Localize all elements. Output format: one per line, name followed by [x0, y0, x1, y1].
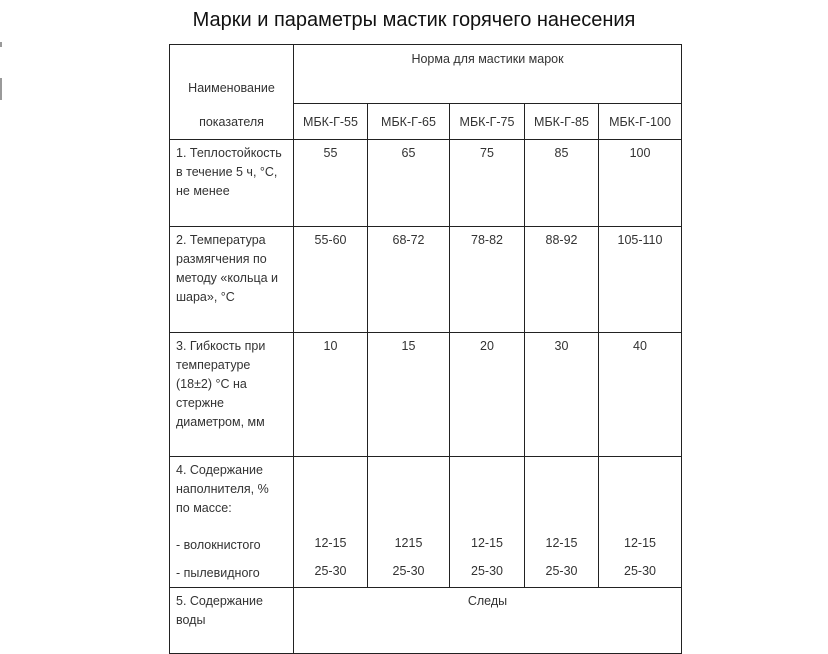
indicator-line: в течение 5 ч, °С, — [176, 165, 278, 179]
edge-mark — [0, 78, 2, 100]
value-cell: 40 — [599, 333, 682, 457]
header-indicator — [170, 45, 294, 140]
value-cell: 65 — [368, 140, 450, 227]
value-cell: 55-60 — [294, 227, 368, 333]
value-line: 1215 — [394, 536, 423, 550]
header-brand: МБК-Г-100 — [599, 104, 682, 140]
indicator-cell — [170, 227, 294, 333]
value-cell: 10 — [294, 333, 368, 457]
merged-value-cell: Следы — [294, 588, 682, 654]
value-cell — [525, 457, 599, 588]
value-cell: 20 — [450, 333, 525, 457]
indicator-line: (18±2) °С на — [176, 377, 247, 391]
header-brand: МБК-Г-85 — [525, 104, 599, 140]
indicator-line: воды — [176, 613, 206, 627]
page-title: Марки и параметры мастик горячего нанесения — [192, 9, 636, 31]
indicator-line: по массе: — [176, 501, 232, 515]
table-row — [170, 588, 682, 654]
indicator-line: не менее — [176, 184, 230, 198]
indicator-line: методу «кольца и — [176, 271, 279, 285]
table-row — [170, 457, 682, 588]
value-line: 25-30 — [624, 564, 656, 578]
indicator-line: размягчения по — [176, 252, 267, 266]
indicator-cell — [170, 140, 294, 227]
value-cell: 55 — [294, 140, 368, 227]
value-cell: 15 — [368, 333, 450, 457]
indicator-line: 5. Содержание — [176, 594, 263, 608]
indicator-line: шара», °С — [176, 290, 235, 304]
indicator-line: стержне — [176, 396, 224, 410]
indicator-line: наполнителя, % — [176, 482, 269, 496]
indicator-cell — [170, 333, 294, 457]
header-brand: МБК-Г-65 — [368, 104, 450, 140]
value-cell: 85 — [525, 140, 599, 227]
edge-mark — [0, 42, 2, 47]
value-cell — [368, 457, 450, 588]
header-indicator-line: Наименование — [188, 81, 275, 95]
value-line: 25-30 — [545, 564, 578, 578]
value-line: 12-15 — [624, 536, 656, 550]
indicator-line: диаметром, мм — [176, 415, 265, 429]
value-cell: 78-82 — [450, 227, 525, 333]
sub-indicator-label: - пылевидного — [176, 566, 260, 580]
value-cell: 30 — [525, 333, 599, 457]
value-cell — [294, 457, 368, 588]
table-row — [170, 227, 682, 333]
value-cell: 88-92 — [525, 227, 599, 333]
indicator-line: температуре — [176, 358, 251, 372]
header-norm: Норма для мастики марок — [294, 45, 682, 104]
value-cell: 75 — [450, 140, 525, 227]
value-cell: 68-72 — [368, 227, 450, 333]
table-row — [170, 333, 682, 457]
value-line: 25-30 — [392, 564, 425, 578]
indicator-line: 3. Гибкость при — [176, 339, 266, 353]
indicator-cell — [170, 457, 294, 588]
value-cell — [599, 457, 682, 588]
value-line: 12-15 — [471, 536, 503, 550]
indicator-line: 4. Содержание — [176, 463, 263, 477]
header-indicator-line: показателя — [199, 115, 264, 129]
indicator-cell — [170, 588, 294, 654]
header-brand: МБК-Г-75 — [450, 104, 525, 140]
value-cell: 105-110 — [599, 227, 682, 333]
indicator-line: 1. Теплостойкость — [176, 146, 282, 160]
value-line: 12-15 — [545, 536, 578, 550]
value-line: 12-15 — [314, 536, 347, 550]
value-line: 25-30 — [471, 564, 503, 578]
indicator-line: 2. Температура — [176, 233, 266, 247]
header-brand: МБК-Г-55 — [294, 104, 368, 140]
mastic-parameters-table — [169, 44, 682, 654]
sub-indicator-label: - волокнистого — [176, 538, 261, 552]
value-line: 25-30 — [314, 564, 347, 578]
value-cell: 100 — [599, 140, 682, 227]
value-cell — [450, 457, 525, 588]
table-row — [170, 140, 682, 227]
